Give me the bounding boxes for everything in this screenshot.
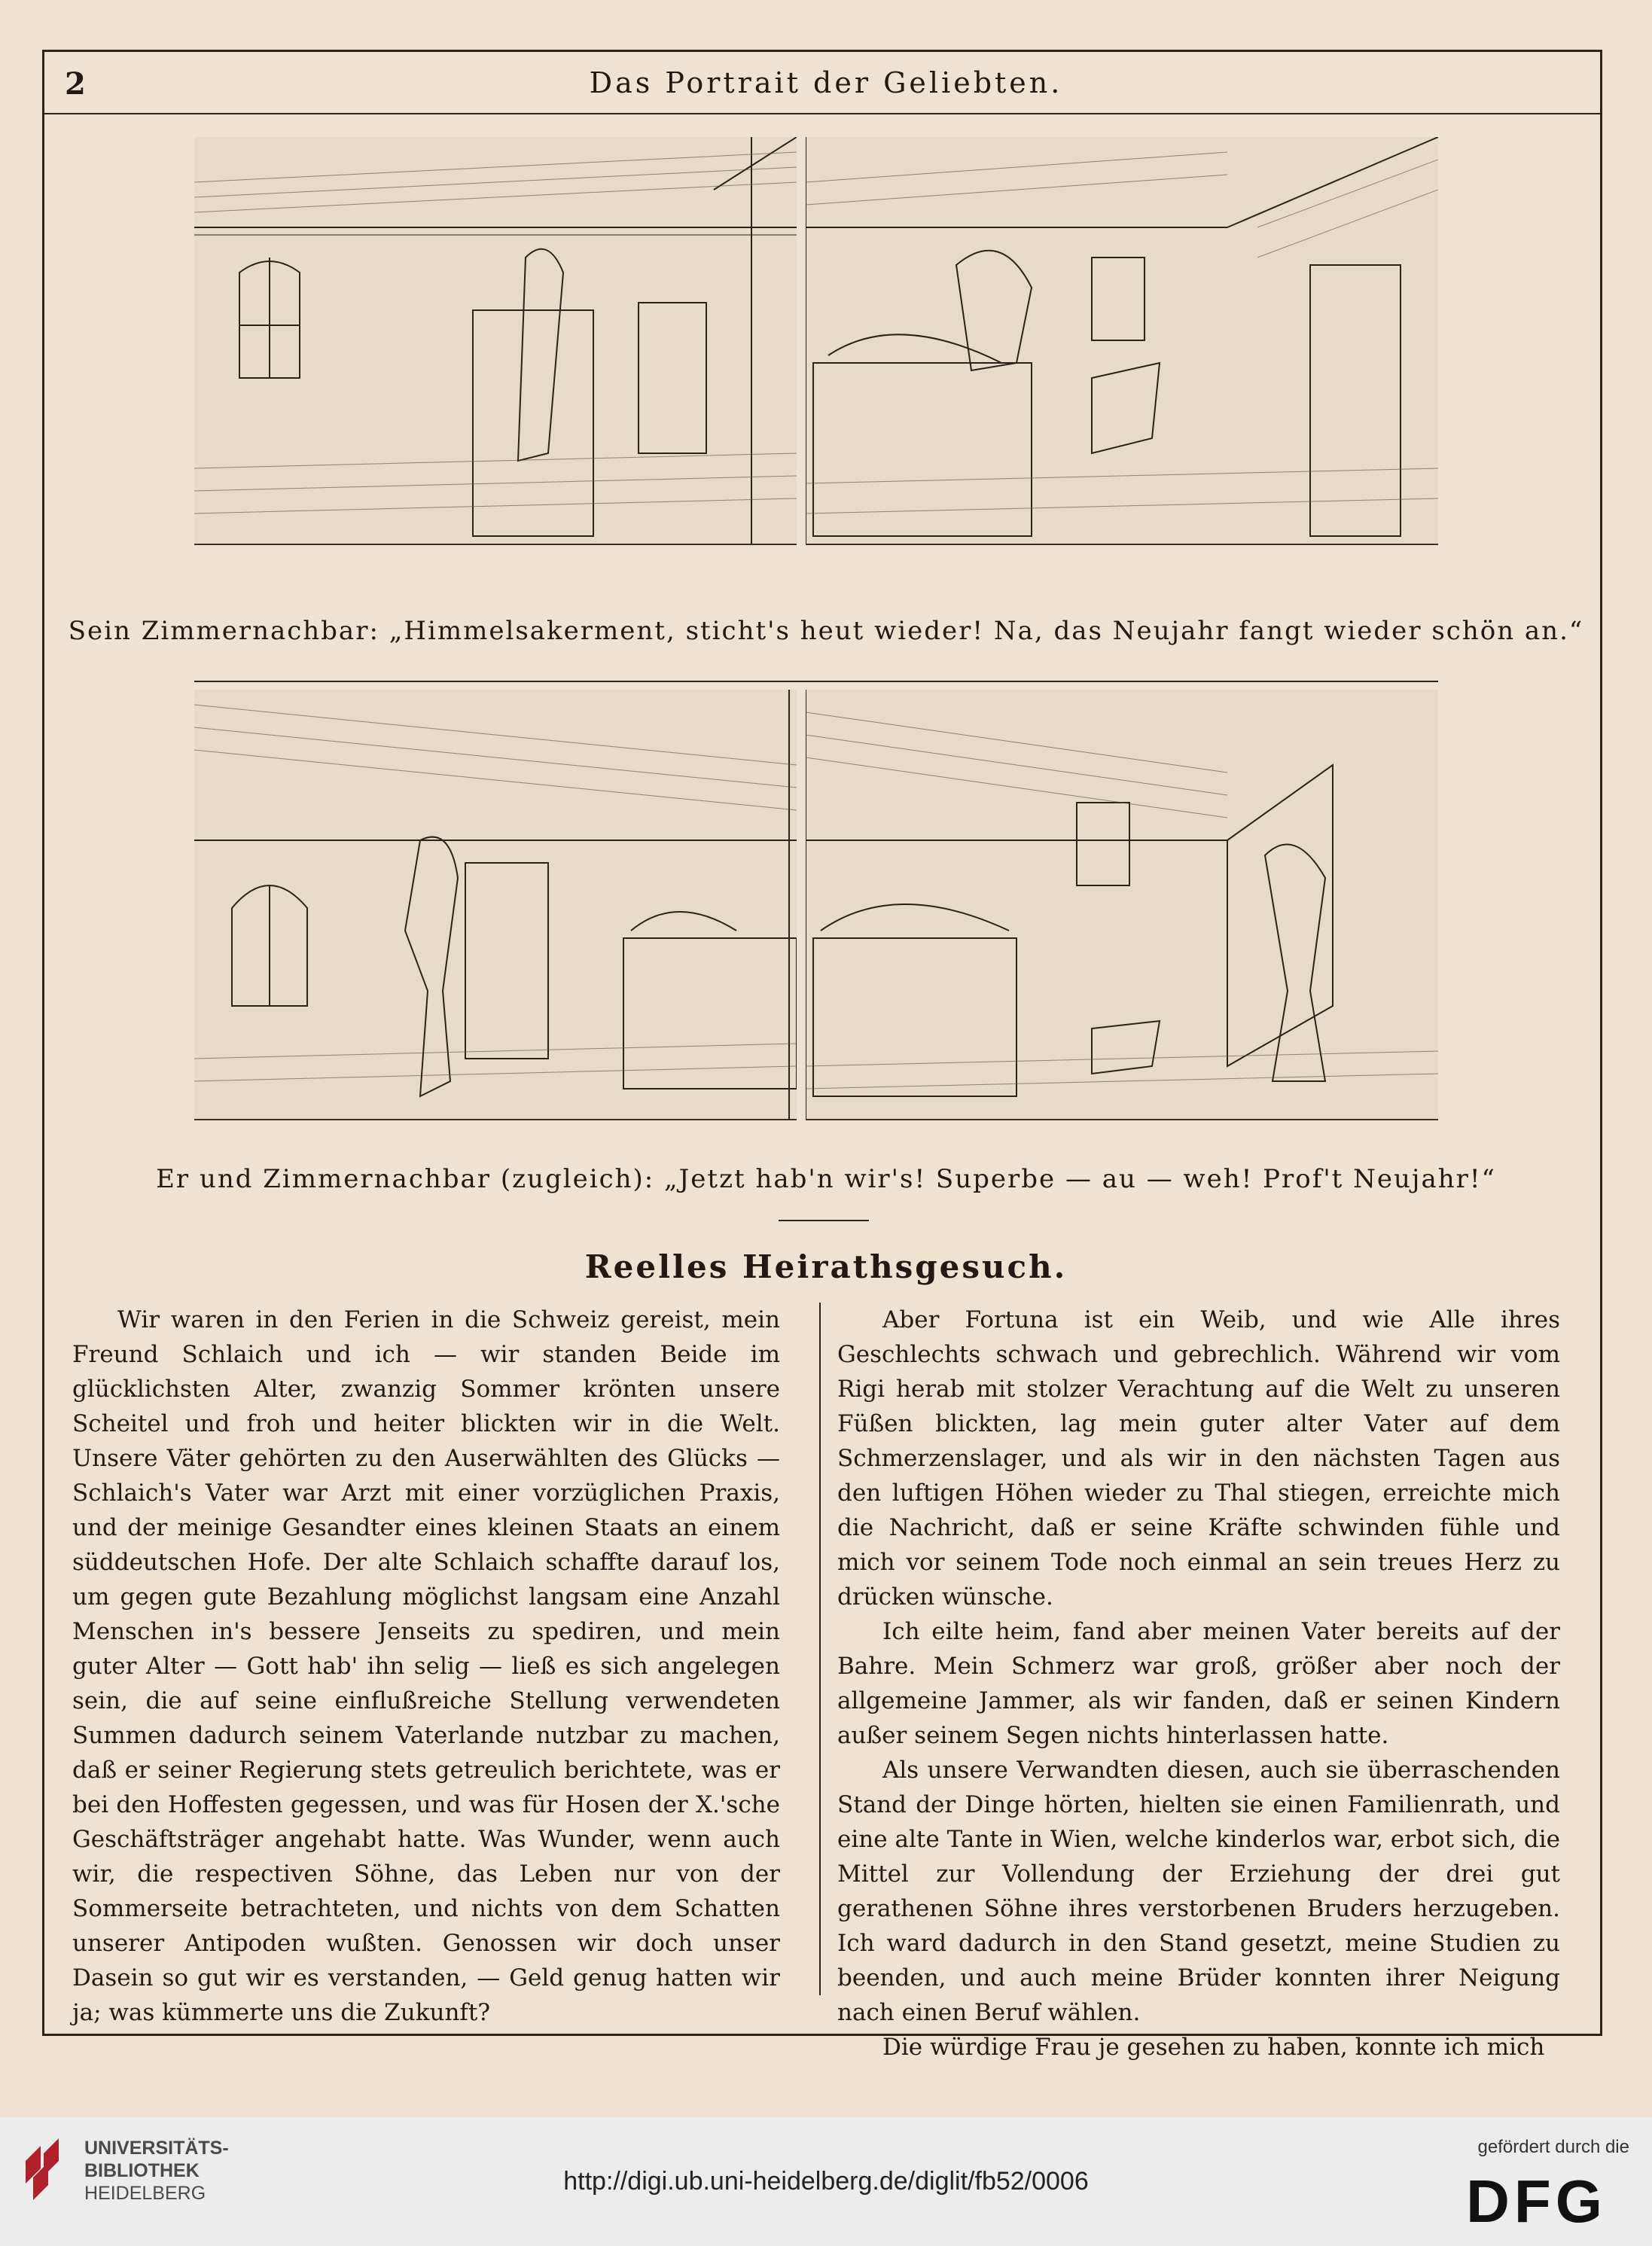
column-divider xyxy=(819,1303,821,1995)
engraving-room-scene xyxy=(194,137,797,544)
dfg-logo: DFG xyxy=(1466,2168,1607,2235)
right-column xyxy=(837,1303,1560,2065)
library-name-line: UNIVERSITÄTS- xyxy=(84,2138,229,2159)
library-name-line: BIBLIOTHEK xyxy=(84,2160,200,2181)
title-rule xyxy=(779,1220,869,1221)
engraving-neighbor-scene xyxy=(194,690,797,1119)
page-number: 2 xyxy=(65,66,86,102)
illustration-top-right xyxy=(806,137,1438,545)
engraving-bed-scene xyxy=(806,137,1438,544)
right-paragraph: Als unsere Verwandten diesen, auch sie überraschenden Stand der Dinge hörten, hielten sie einen Familienrath, und eine alte Tante in Wien, welche kinderlos war, erbot sich, die Mittel zur Vollendung der Erziehung der drei gut gerathenen Söhne ihres verstorbenen Bruders herzugeben. Ich ward dadurch in den Stand gesetzt, meine Studien zu beenden, und auch meine Brüder konnten ihrer Neigung nach einen Beruf wählen. xyxy=(837,1757,1560,2026)
illustration-bottom-left xyxy=(194,690,797,1120)
illustration-bottom-right xyxy=(806,690,1438,1120)
funding-note: gefördert durch die xyxy=(1477,2137,1629,2157)
right-paragraph: Die würdige Frau je gesehen zu haben, konnte ich mich xyxy=(882,2034,1545,2061)
right-paragraph: Ich eilte heim, fand aber meinen Vater bereits auf der Bahre. Mein Schmerz war groß, größer aber noch der allgemeine Jammer, als wir fanden, daß er seinen Kindern außer seinem Segen nichts hinterlassen hatte. xyxy=(837,1618,1560,1749)
illustration-top-left xyxy=(194,137,797,545)
caption-bottom: Er und Zimmernachbar (zugleich): „Jetzt hab'n wir's! Superbe — au — weh! Prof't Neujahr!“ xyxy=(156,1164,1496,1194)
right-paragraph: Aber Fortuna ist ein Weib, und wie Alle ihres Geschlechts schwach und gebrechlich. Während wir vom Rigi herab mit stolzer Verachtung auf die Welt zu unseren Füßen blickten, lag mein guter alter Vater auf dem Schmerzenslager, und als wir in den nächsten Tagen aus den luftigen Höhen wieder zu Thal stiegen, erreichte mich die Nachricht, daß er seine Kräfte schwinden fühle und mich vor seinem Tode noch einmal an sein treues Herz zu drücken wünsche. xyxy=(837,1306,1560,1611)
left-column xyxy=(72,1303,780,2030)
caption-top: Sein Zimmernachbar: „Himmelsakerment, sticht's heut wieder! Na, das Neujahr fangt wieder schön an.“ xyxy=(68,616,1584,646)
header-rule xyxy=(42,113,1600,114)
permalink-url[interactable]: http://digi.ub.uni-heidelberg.de/diglit/fb52/0006 xyxy=(563,2167,1089,2196)
illustration-divider xyxy=(194,681,1438,682)
running-title: Das Portrait der Geliebten. xyxy=(589,66,1063,99)
article-title: Reelles Heirathsgesuch. xyxy=(584,1248,1068,1285)
engraving-collapsed-bed-scene xyxy=(806,690,1438,1119)
library-name-line: HEIDELBERG xyxy=(84,2183,206,2204)
left-paragraph: Wir waren in den Ferien in die Schweiz gereist, mein Freund Schlaich und ich — wir standen Beide im glücklichsten Alter, zwanzig Sommer krönten unsere Scheitel und froh und heiter blickten wir in die Welt. Unsere Väter gehörten zu den Auserwählten des Glücks — Schlaich's Vater war Arzt mit einer vorzüglichen Praxis, und der meinige Gesandter eines kleinen Staats an einem süddeutschen Hofe. Der alte Schlaich schaffte darauf los, um gegen gute Bezahlung möglichst langsam eine Anzahl Menschen in's bessere Jenseits zu spediren, und mein guter Alter — Gott hab' ihn selig — ließ es sich angelegen sein, die auf seine einflußreiche Stellung verwendeten Summen dadurch seinem Vaterlande nutzbar zu machen, daß er seiner Regierung stets getreulich berichtete, was er bei den Hoffesten gegessen, und was für Hosen der X.'sche Geschäftsträger angehabt hatte. Was Wunder, wenn auch wir, die respectiven Söhne, das Leben nur von der Sommerseite betrachteten, und nichts von dem Schatten unserer Antipoden wußten. Genossen wir doch unser Dasein so gut wir es verstanden, — Geld genug hatten wir ja; was kümmerte uns die Zukunft? xyxy=(72,1306,780,2026)
digitization-footer xyxy=(0,2117,1652,2246)
